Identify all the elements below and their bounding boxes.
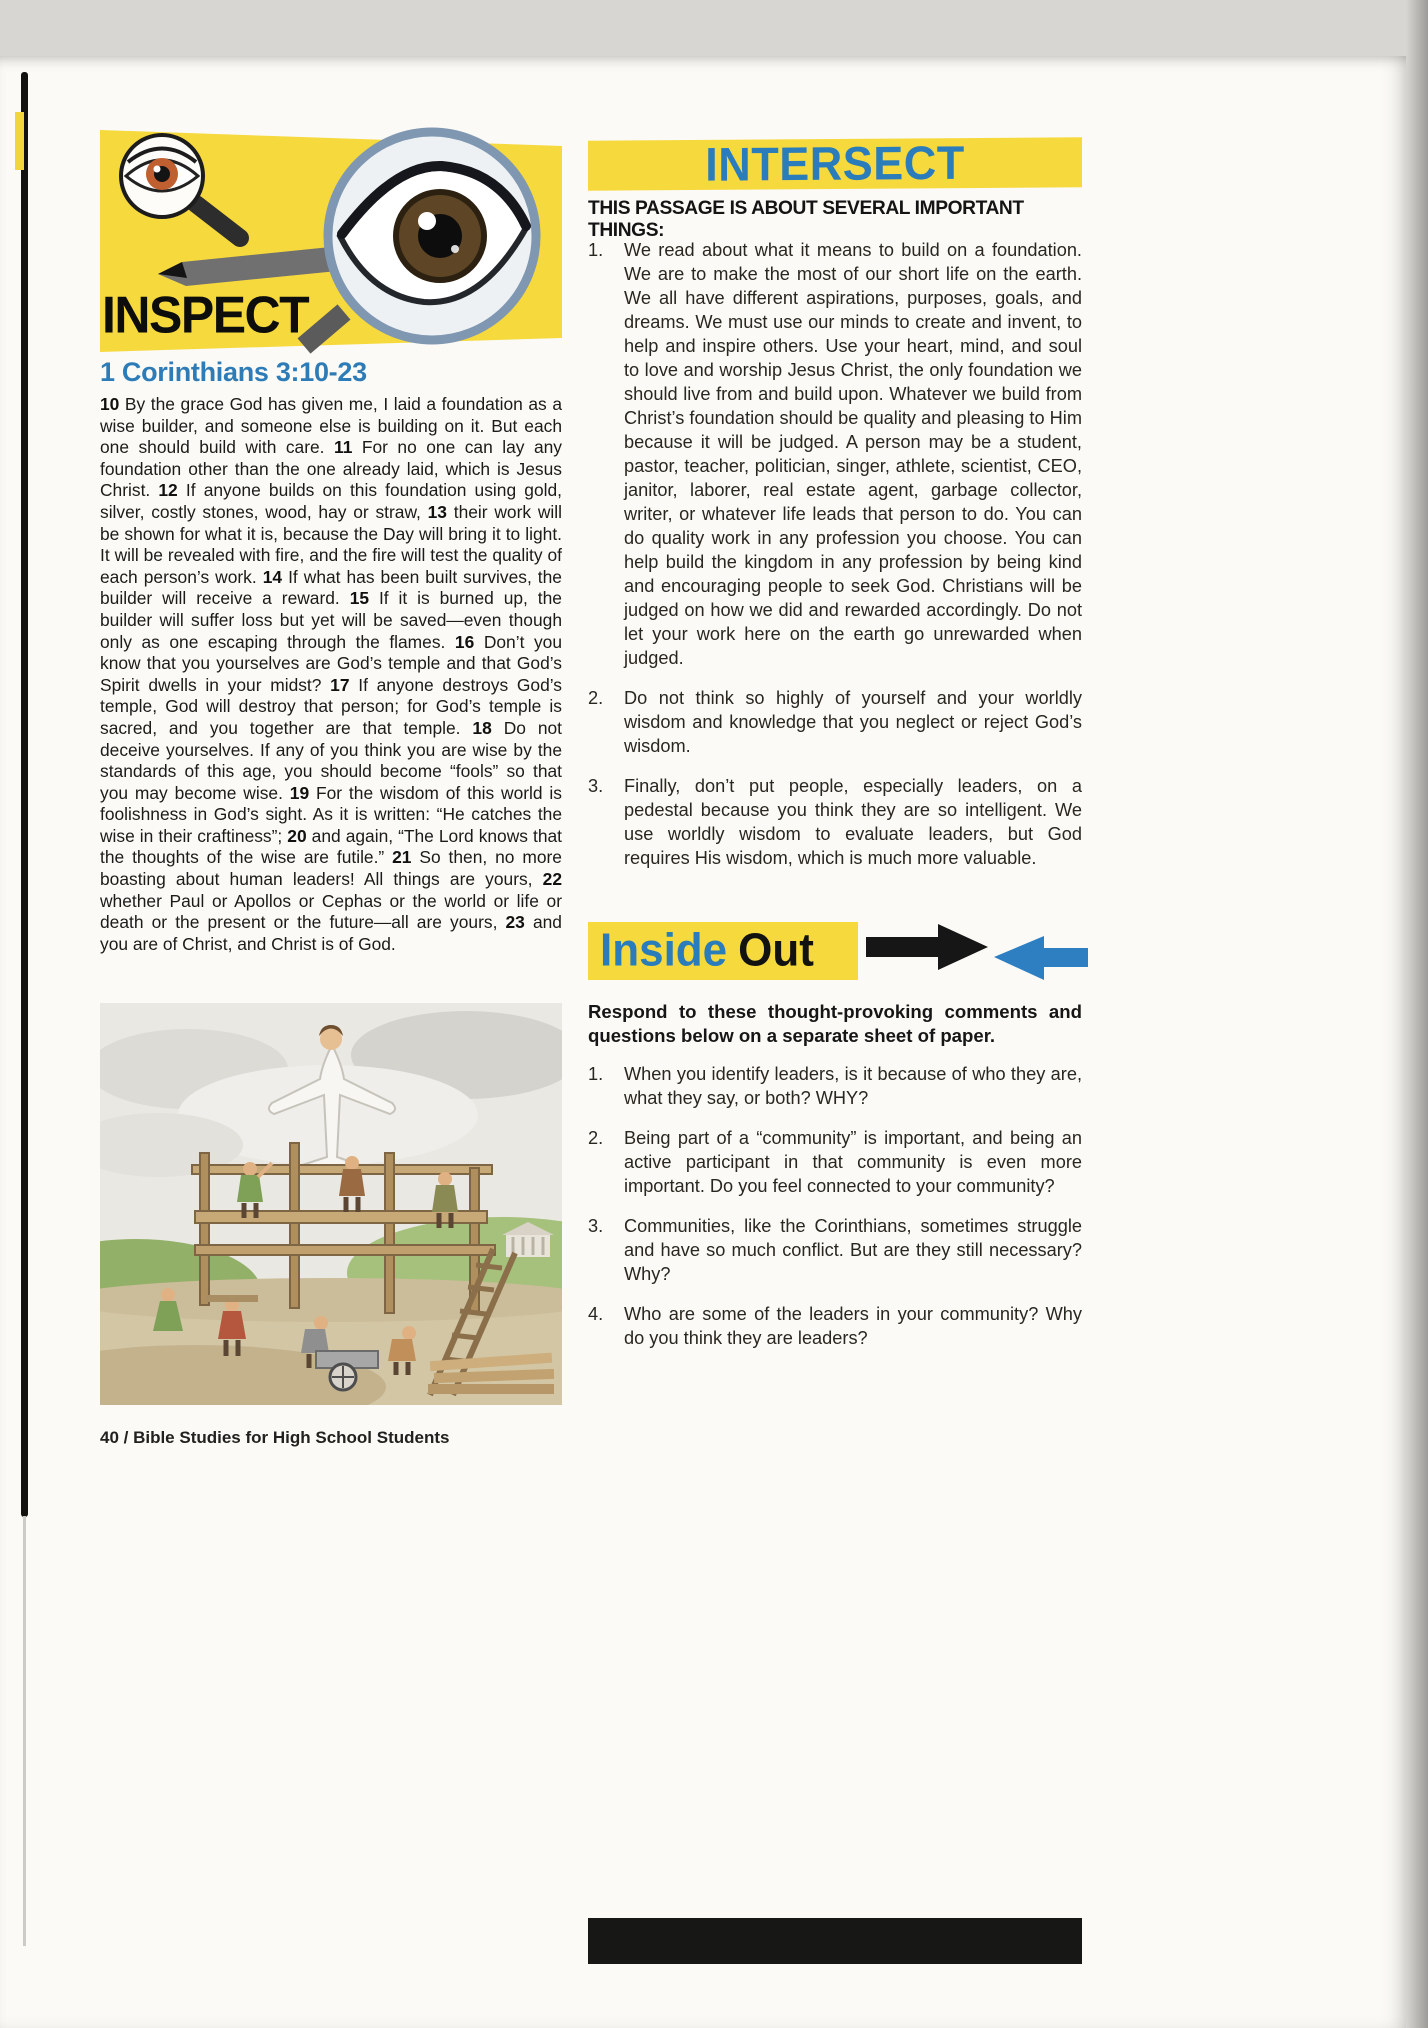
inside-out-banner	[588, 922, 858, 980]
inside-out-header	[588, 920, 1088, 984]
verse-number: 18	[472, 717, 504, 738]
list-item	[588, 238, 1082, 670]
inside-out-intro: Respond to these thought-provoking comments and questions below on a separate sheet of paper.	[588, 1001, 1082, 1046]
verse-number: 14	[262, 566, 289, 587]
list-item	[588, 1062, 1082, 1110]
inspect-header	[100, 124, 562, 356]
intersect-title: INTERSECT	[705, 135, 965, 192]
page-edge-shadow	[1406, 0, 1428, 2028]
book-spine-shadow	[21, 72, 28, 1517]
intersect-banner	[588, 137, 1082, 190]
inside-out-title-black: Out	[738, 924, 814, 977]
list-item	[588, 774, 1082, 870]
verse-number: 15	[349, 588, 379, 609]
item-text: Do not think so highly of yourself and your worldly wisdom and knowledge that you neglect or reject God’s wisdom.	[624, 688, 1082, 756]
verse-number: 11	[333, 437, 362, 458]
verse-number: 16	[454, 631, 484, 652]
list-item	[588, 1214, 1082, 1286]
item-text: Being part of a “community” is important, and being an active participant in that community is even more important. Do you feel connected to your community?	[624, 1128, 1082, 1196]
verse-number: 21	[392, 847, 420, 868]
item-text: Who are some of the leaders in your community? Why do you think they are leaders?	[624, 1304, 1082, 1348]
item-number: 3.	[588, 1216, 604, 1236]
black-right-arrow-icon	[866, 924, 988, 970]
verse-number: 17	[330, 674, 359, 695]
blue-left-arrow-icon	[994, 936, 1088, 980]
verse-number: 13	[427, 501, 454, 522]
verse-number: 10	[100, 394, 125, 414]
item-number: 2.	[588, 688, 604, 708]
book-spine-shadow-tail	[23, 1516, 26, 1946]
builders-illustration	[100, 1003, 562, 1405]
item-number: 3.	[588, 776, 604, 796]
list-item	[588, 1302, 1082, 1350]
item-text: When you identify leaders, is it because of who they are, what they say, or both? WHY?	[624, 1064, 1082, 1108]
item-text: We read about what it means to build on a foundation. We are to make the most of our short life on the earth. We all have different aspirations, purposes, goals, and dreams. We must use our minds to create and invent, to help and inspire others. Use your heart, mind, and soul to love and worship Jesus Christ, the only foundation we should live from and build upon. Whatever we build from Christ’s foundation should be quality and pleasing to Him because it will be judged. A person may be a student, pastor, teacher, politician, singer, athlete, scientist, CEO, janitor, laborer, real estate agent, garbage collector, writer, or whatever life leads that person to do. You can do quality work in any profession you choose. You can help build the kingdom in any profession by being kind and encouraging people to seek God. Christians will be judged on how we did and rewarded accordingly. Do not let your work here on the earth go unrewarded when judged.	[624, 240, 1082, 668]
verse-number: 19	[289, 782, 316, 803]
item-number: 4.	[588, 1304, 604, 1324]
intersect-subtitle: THIS PASSAGE IS ABOUT SEVERAL IMPORTANT THINGS:	[588, 198, 1024, 241]
passage-text: 10 By the grace God has given me, I laid a foundation as a wise builder, and someone else is building on it. But each one should build with care. 11 For no one can lay any foundation other than the one already laid, which is Jesus Christ. 12 If anyone builds on this foundation using gold, silver, costly stones, wood, hay or straw, 13 their work will be shown for what it is, because the Day will bring it to light. It will be revealed with fire, and the fire will test the quality of each person’s work. 14 If what has been built survives, the builder will receive a reward. 15 If it is burned up, the builder will suffer loss but yet will be saved—even though only as one escaping through the flames. 16 Don’t you know that you yourselves are God’s temple and that God’s Spirit dwells in your midst? 17 If anyone destroys God’s temple, God will destroy that person; for God’s temple is sacred, and you together are that temple. 18 Do not deceive yourselves. If any of you think you are wise by the standards of this age, you should become “fools” so that you may become wise. 19 For the wisdom of this world is foolishness in God’s sight. As it is written: “He catches the wise in their craftiness”; 20 and again, “The Lord knows that the thoughts of the wise are futile.” 21 So then, no more boasting about human leaders! All things are yours, 22 whether Paul or Apollos or Cephas or the world or life or death or the present or the future—all are yours, 23 and you are of Christ, and Christ is of God.	[100, 394, 563, 954]
verse-number: 20	[287, 825, 312, 846]
facing-arrows-icon	[866, 920, 1088, 984]
questions-list	[588, 1062, 1082, 1366]
verse-number: 23	[505, 912, 533, 933]
inside-out-title-blue: Inside	[600, 924, 728, 977]
verse-number: 12	[158, 480, 186, 501]
item-number: 1.	[588, 1064, 604, 1084]
inspect-title: INSPECT	[102, 285, 309, 345]
item-number: 1.	[588, 240, 604, 260]
item-number: 2.	[588, 1128, 604, 1148]
page-footer: 40 / Bible Studies for High School Students	[100, 1428, 450, 1447]
item-text: Communities, like the Corinthians, sometimes struggle and have so much conflict. But are they still necessary? Why?	[624, 1216, 1082, 1284]
yellow-edge-mark	[15, 112, 24, 170]
item-text: Finally, don’t put people, especially leaders, on a pedestal because you think they are so intelligent. We use worldly wisdom to evaluate leaders, but God requires His wisdom, which is much more valuable.	[624, 776, 1082, 868]
intersect-list	[588, 238, 1082, 886]
list-item	[588, 1126, 1082, 1198]
verse-number: 22	[542, 869, 562, 890]
next-section-bar	[588, 1918, 1082, 1964]
passage-heading: 1 Corinthians 3:10-23	[100, 357, 367, 387]
list-item	[588, 686, 1082, 758]
